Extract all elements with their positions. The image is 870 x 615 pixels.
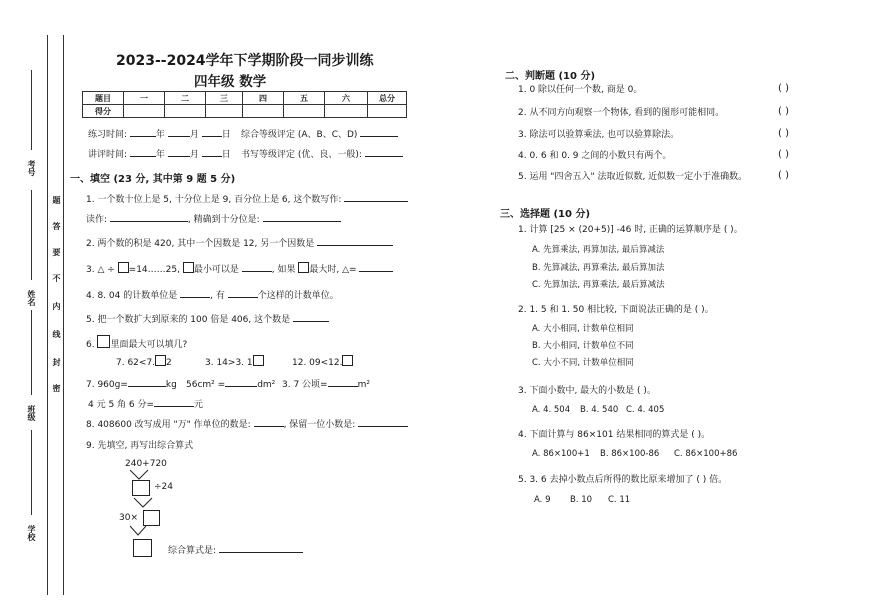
q4-pre-text: 4. 8. 04 的计数单位是 [86, 291, 178, 301]
q3-when-text: , 如果 [271, 265, 296, 275]
score-cell[interactable] [284, 105, 325, 118]
choice-q4-answer[interactable]: ( )。 [691, 430, 711, 440]
q1-write-blank[interactable] [344, 192, 408, 202]
q6-c-text: 12. 09<12. [292, 358, 343, 368]
score-cell[interactable] [325, 105, 368, 118]
class-line [31, 310, 32, 395]
seal-char: 密 [52, 384, 61, 392]
choice-q4-option-a[interactable]: A. 86×100+1 [532, 449, 590, 459]
q6-text: 6. [86, 340, 95, 350]
choice-q5-option-a[interactable]: A. 9 [534, 495, 551, 505]
practice-year-blank[interactable] [130, 127, 156, 137]
score-header: 三 [206, 92, 243, 105]
day-label: 日 [221, 150, 231, 160]
exam-no-label: 考号 [27, 160, 36, 176]
q9-merge-line-3 [130, 526, 146, 535]
judge-item-4: 4. 0. 6 和 0. 9 之间的小数只有两个。 [518, 151, 672, 161]
q6-b-box[interactable] [253, 355, 264, 366]
choice-q3-text: 3. 下面小数中, 最大的小数是 [518, 386, 635, 396]
choice-q5-text: 5. 3. 6 去掉小数点后所得的数比原来增加了 [518, 475, 694, 485]
q6-a-text: 7. 62<7. [116, 358, 156, 368]
choice-q1-text: 1. 计算 [25 × (20+5)] -46 时, 正确的运算顺序是 [518, 225, 721, 235]
score-cell[interactable] [243, 105, 284, 118]
choice-q5-tail: 倍。 [709, 475, 728, 485]
q3-pre-text: 3. △ ÷ [86, 265, 115, 275]
q5 [86, 312, 329, 326]
score-header: 六 [325, 92, 368, 105]
q3-max-text: 最大时, △= [309, 265, 357, 275]
q1b [86, 212, 341, 226]
class-label: 班级 [27, 405, 36, 421]
square-box [298, 262, 309, 273]
seal-char: 线 [52, 330, 61, 338]
judge-answer-4[interactable]: ( ) [778, 149, 789, 160]
q1a-text: 1. 一个数十位上是 5, 十分位上是 9, 百分位上是 6, 这个数写作: [86, 195, 342, 205]
q3 [86, 262, 393, 276]
q1-approx-blank[interactable] [263, 212, 341, 222]
q3-min-blank[interactable] [242, 262, 272, 272]
q8-b-blank[interactable] [358, 417, 408, 427]
section1-title: 一、填空 (23 分, 其中第 9 题 5 分) [70, 174, 236, 185]
q7-d [88, 397, 203, 411]
q7-b-text: 56cm² = [186, 380, 226, 390]
score-header: 五 [284, 92, 325, 105]
school-line [31, 430, 32, 515]
q7-row [86, 377, 177, 391]
q3-mid-text: =14……25, [128, 265, 180, 275]
q9-top-expression: 240+720 [125, 459, 167, 469]
q9-box-2[interactable] [143, 510, 160, 526]
q6 [86, 335, 187, 351]
choice-q3 [518, 386, 656, 397]
choice-q5-option-c[interactable]: C. 11 [608, 495, 631, 505]
square-box [183, 262, 194, 273]
name-line [31, 190, 32, 280]
section2-title: 二、判断题 (10 分) [505, 71, 596, 82]
q9-box-3[interactable] [133, 539, 152, 557]
q2 [86, 236, 393, 250]
q3-max-blank[interactable] [359, 262, 393, 272]
q9-box-1[interactable] [132, 480, 150, 496]
choice-q4-option-b[interactable]: B. 86×100-86 [600, 449, 660, 459]
q7-d-blank[interactable] [154, 397, 194, 407]
review-month-blank[interactable] [168, 147, 190, 157]
review-time-row [88, 147, 231, 161]
score-table [82, 91, 407, 118]
score-cell[interactable] [124, 105, 165, 118]
q1-read-blank[interactable] [110, 212, 188, 222]
q9-merge-line-2 [134, 498, 152, 507]
practice-month-blank[interactable] [168, 127, 190, 137]
q8 [86, 417, 408, 431]
choice-q1-option-c[interactable]: C. 先算加法, 再算乘法, 最后算减法 [532, 280, 665, 290]
q3-min-text: 最小可以是 [193, 265, 239, 275]
score-header: 题目 [83, 92, 124, 105]
q6-b [205, 355, 264, 369]
q6-a-box[interactable] [155, 355, 166, 366]
choice-q3-answer[interactable]: ( )。 [637, 386, 656, 396]
q9-div-text: ÷24 [154, 482, 173, 492]
judge-answer-5[interactable]: ( ) [778, 170, 789, 181]
judge-item-5: 5. 运用 "四舍五入" 法取近似数, 近似数一定小于准确数。 [518, 172, 748, 182]
binding-line-inner [63, 35, 64, 595]
q7-c-text: 3. 7 公顷= [282, 380, 328, 390]
grade-eval-blank[interactable] [360, 127, 398, 137]
q8-a-blank[interactable] [254, 417, 284, 427]
choice-q1-option-a[interactable]: A. 先算乘法, 再算加法, 最后算减法 [532, 245, 665, 255]
choice-q1-option-b[interactable]: B. 先算减法, 再算乘法, 最后算加法 [532, 263, 665, 273]
practice-time-label: 练习时间: [88, 130, 128, 140]
writing-eval-blank[interactable] [365, 147, 403, 157]
judge-answer-2[interactable]: ( ) [778, 106, 789, 117]
q7-c-unit: m² [357, 380, 370, 390]
choice-q2-option-a[interactable]: A. 大小相同, 计数单位相同 [532, 324, 634, 334]
choice-q2-text: 2. 1. 5 和 1. 50 相比较, 下面说法正确的是 [518, 305, 692, 315]
score-header: 二 [165, 92, 206, 105]
score-header: 一 [124, 92, 165, 105]
review-time-label: 讲评时间: [88, 150, 128, 160]
judge-item-2: 2. 从不同方向观察一个物体, 看到的图形可能相同。 [518, 108, 725, 118]
seal-char: 答 [52, 222, 61, 230]
year-label: 年 [155, 130, 165, 140]
q2-blank[interactable] [317, 236, 393, 246]
q7-c [282, 377, 370, 391]
q6-a2-text: 2 [166, 358, 172, 368]
score-cell[interactable] [206, 105, 243, 118]
month-label: 月 [189, 130, 199, 140]
q8-a-text: 8. 408600 改写成用 "万" 作单位的数是: [86, 420, 251, 430]
page-title: 2023--2024学年下学期阶段一同步训练 [116, 53, 374, 69]
q7-b-blank[interactable] [225, 377, 257, 387]
judge-answer-3[interactable]: ( ) [778, 128, 789, 139]
square-box [97, 335, 110, 348]
q1b-read-text: 读作: [86, 215, 108, 225]
choice-q2-option-b[interactable]: B. 大小相同, 计数单位不同 [532, 341, 634, 351]
choice-q5-answer[interactable]: ( ) [696, 475, 707, 485]
page-subtitle: 四年级 数学 [194, 74, 267, 90]
q6-b-text: 3. 14>3. 1 [205, 358, 253, 368]
school-label: 学校 [27, 525, 36, 541]
choice-q3-option-b[interactable]: B. 4. 540 [580, 405, 619, 415]
review-day-blank[interactable] [202, 147, 222, 157]
grade-eval-row [241, 127, 398, 141]
q5-text: 5. 把一个数扩大到原来的 100 倍是 406, 这个数是 [86, 315, 291, 325]
score-row-label: 得分 [83, 105, 124, 118]
choice-q5-option-b[interactable]: B. 10 [570, 495, 593, 505]
judge-item-1: 1. 0 除以任何一个数, 商是 0。 [518, 85, 643, 95]
q4-unit-blank[interactable] [180, 288, 210, 298]
q4-count-blank[interactable] [228, 288, 258, 298]
seal-char: 不 [52, 274, 61, 282]
seal-char: 内 [52, 302, 61, 310]
q7-a-unit: kg [165, 380, 177, 390]
practice-time-row [88, 127, 231, 141]
q6-rest-text: 里面最大可以填几? [110, 340, 188, 350]
seal-char: 要 [52, 248, 61, 256]
q9-formula-blank[interactable] [219, 543, 303, 553]
square-box [118, 262, 129, 273]
choice-q1 [518, 225, 743, 236]
score-cell[interactable] [165, 105, 206, 118]
q7-c-blank[interactable] [328, 377, 358, 387]
q9-mul-text: 30× [119, 513, 138, 523]
q7-b-unit: dm² [257, 380, 276, 390]
score-cell[interactable] [368, 105, 407, 118]
q1a [86, 192, 408, 206]
section3-title: 三、选择题 (10 分) [500, 209, 591, 220]
q9-formula [168, 543, 303, 557]
q4 [86, 288, 339, 302]
judge-answer-1[interactable]: ( ) [778, 83, 789, 94]
q4-post-text: 个这样的计数单位。 [257, 291, 339, 301]
q6-a [116, 355, 172, 369]
binding-line-outer [47, 35, 48, 595]
seal-char: 题 [52, 196, 61, 204]
choice-q1-answer[interactable]: ( )。 [723, 225, 743, 235]
q8-b-text: , 保留一位小数是: [283, 420, 356, 430]
practice-day-blank[interactable] [202, 127, 222, 137]
choice-q3-option-a[interactable]: A. 4. 504 [532, 405, 571, 415]
judge-item-3: 3. 除法可以验算乘法, 也可以验算除法。 [518, 130, 680, 140]
q7-d-unit: 元 [194, 400, 204, 410]
q7-b [186, 377, 275, 391]
writing-eval-row [241, 147, 403, 161]
exam-no-line [31, 70, 32, 150]
day-label: 日 [221, 130, 231, 140]
q4-mid-text: , 有 [210, 291, 225, 301]
q6-c-box[interactable] [342, 355, 353, 366]
choice-q2-answer[interactable]: ( )。 [694, 305, 714, 315]
score-header: 四 [243, 92, 284, 105]
q6-c [292, 355, 353, 369]
choice-q2-option-c[interactable]: C. 大小不同, 计数单位相同 [532, 358, 634, 368]
q2-text: 2. 两个数的积是 420, 其中一个因数是 12, 另一个因数是 [86, 239, 315, 249]
name-label: 姓名 [27, 290, 36, 306]
month-label: 月 [189, 150, 199, 160]
year-label: 年 [155, 150, 165, 160]
q7-d-text: 4 元 5 角 6 分= [88, 400, 155, 410]
choice-q2 [518, 305, 714, 316]
grade-eval-label: 综合等级评定 (A、B、C、D) [241, 130, 358, 140]
review-year-blank[interactable] [130, 147, 156, 157]
q7-a-blank[interactable] [128, 377, 166, 387]
choice-q4-text: 4. 下面计算与 86×101 结果相同的算式是 [518, 430, 689, 440]
q1b-approx-text: , 精确到十分位是: [187, 215, 260, 225]
q9-merge-line-1 [130, 470, 148, 479]
choice-q4 [518, 430, 710, 441]
q7-a-text: 7. 960g= [86, 380, 128, 390]
q5-blank[interactable] [293, 312, 329, 322]
choice-q4-option-c[interactable]: C. 86×100+86 [674, 449, 738, 459]
writing-eval-label: 书写等级评定 (优、良、一般): [241, 150, 362, 160]
q9: 9. 先填空, 再写出综合算式 [86, 441, 194, 451]
q9-formula-label: 综合算式是: [168, 546, 217, 556]
choice-q3-option-c[interactable]: C. 4. 405 [626, 405, 665, 415]
choice-q5 [518, 475, 727, 486]
score-header: 总分 [368, 92, 407, 105]
seal-char: 封 [52, 358, 61, 366]
